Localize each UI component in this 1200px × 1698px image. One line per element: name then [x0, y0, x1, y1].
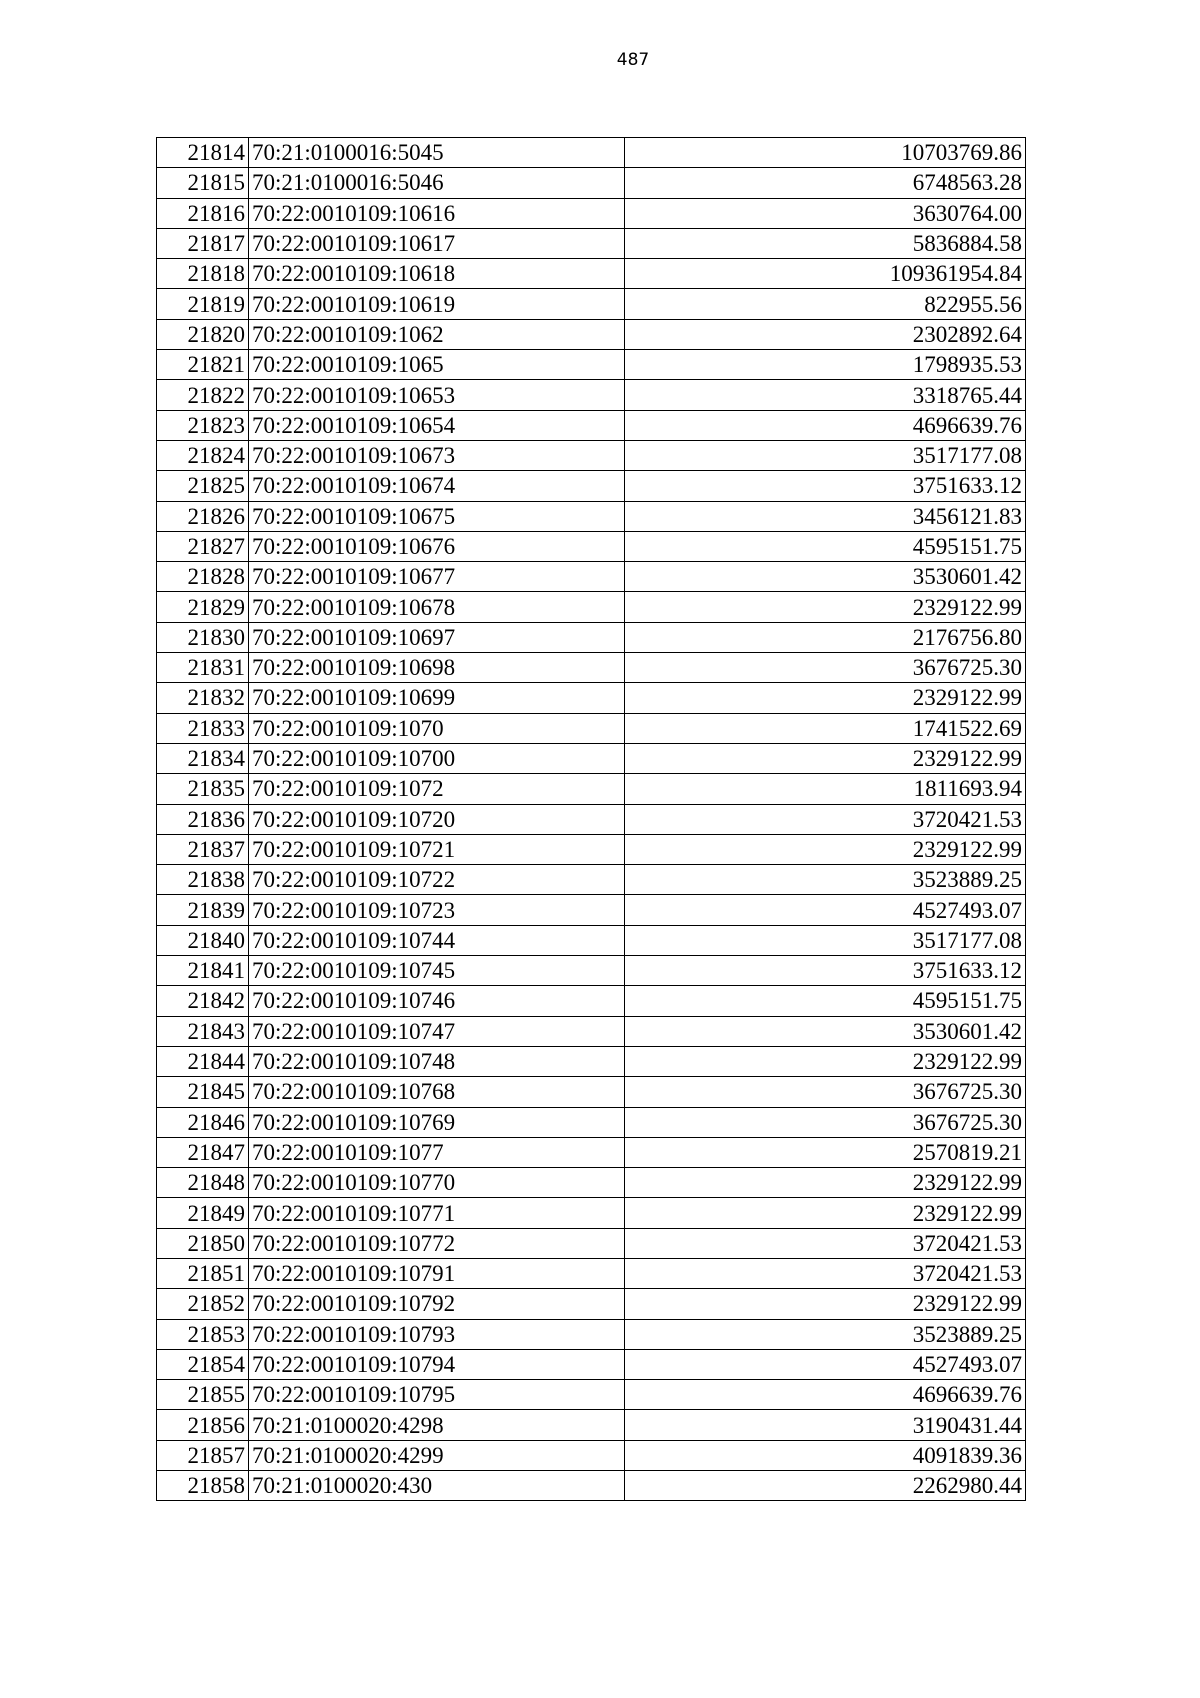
table-row — [157, 925, 1026, 955]
row-number-cell: 21853 — [157, 1319, 249, 1349]
row-number-cell: 21855 — [157, 1380, 249, 1410]
cadastral-number-cell: 70:22:0010109:10698 — [249, 653, 625, 683]
row-number-cell: 21848 — [157, 1168, 249, 1198]
table-row — [157, 743, 1026, 773]
row-number-cell: 21821 — [157, 350, 249, 380]
cadastral-value-cell: 3720421.53 — [625, 1228, 1026, 1258]
cadastral-value-cell: 1798935.53 — [625, 350, 1026, 380]
row-number-cell: 21840 — [157, 925, 249, 955]
table-row — [157, 1107, 1026, 1137]
cadastral-number-cell: 70:22:0010109:10793 — [249, 1319, 625, 1349]
cadastral-value-cell: 10703769.86 — [625, 138, 1026, 168]
cadastral-value-cell: 3630764.00 — [625, 198, 1026, 228]
table-row — [157, 653, 1026, 683]
table-row — [157, 1228, 1026, 1258]
table-row — [157, 1380, 1026, 1410]
row-number-cell: 21819 — [157, 289, 249, 319]
row-number-cell: 21858 — [157, 1471, 249, 1501]
row-number-cell: 21841 — [157, 956, 249, 986]
table-row — [157, 804, 1026, 834]
table-row — [157, 289, 1026, 319]
table-row — [157, 895, 1026, 925]
cadastral-value-cell: 4091839.36 — [625, 1440, 1026, 1470]
row-number-cell: 21832 — [157, 683, 249, 713]
row-number-cell: 21818 — [157, 259, 249, 289]
cadastral-value-cell: 3523889.25 — [625, 865, 1026, 895]
cadastral-number-cell: 70:22:0010109:10769 — [249, 1107, 625, 1137]
row-number-cell: 21856 — [157, 1410, 249, 1440]
table-row — [157, 1137, 1026, 1167]
row-number-cell: 21849 — [157, 1198, 249, 1228]
row-number-cell: 21834 — [157, 743, 249, 773]
cadastral-number-cell: 70:22:0010109:1062 — [249, 319, 625, 349]
row-number-cell: 21851 — [157, 1258, 249, 1288]
cadastral-number-cell: 70:22:0010109:10771 — [249, 1198, 625, 1228]
cadastral-number-cell: 70:22:0010109:10616 — [249, 198, 625, 228]
cadastral-value-cell: 3517177.08 — [625, 925, 1026, 955]
table-row — [157, 774, 1026, 804]
row-number-cell: 21842 — [157, 986, 249, 1016]
table-row — [157, 713, 1026, 743]
cadastral-value-cell: 2302892.64 — [625, 319, 1026, 349]
cadastral-number-cell: 70:21:0100020:4298 — [249, 1410, 625, 1440]
row-number-cell: 21816 — [157, 198, 249, 228]
cadastral-value-cell: 2329122.99 — [625, 1198, 1026, 1228]
cadastral-value-cell: 3720421.53 — [625, 1258, 1026, 1288]
cadastral-number-cell: 70:22:0010109:10795 — [249, 1380, 625, 1410]
table-row — [157, 1077, 1026, 1107]
row-number-cell: 21830 — [157, 622, 249, 652]
cadastral-number-cell: 70:22:0010109:10678 — [249, 592, 625, 622]
cadastral-value-cell: 2329122.99 — [625, 1168, 1026, 1198]
cadastral-number-cell: 70:22:0010109:10748 — [249, 1046, 625, 1076]
table-row — [157, 471, 1026, 501]
cadastral-number-cell: 70:22:0010109:10723 — [249, 895, 625, 925]
row-number-cell: 21846 — [157, 1107, 249, 1137]
cadastral-number-cell: 70:21:0100020:430 — [249, 1471, 625, 1501]
cadastral-value-cell: 4595151.75 — [625, 986, 1026, 1016]
table-row — [157, 865, 1026, 895]
table-row — [157, 1349, 1026, 1379]
cadastral-number-cell: 70:22:0010109:10675 — [249, 501, 625, 531]
cadastral-number-cell: 70:22:0010109:1072 — [249, 774, 625, 804]
row-number-cell: 21847 — [157, 1137, 249, 1167]
table-row — [157, 319, 1026, 349]
table-row — [157, 1471, 1026, 1501]
row-number-cell: 21843 — [157, 1016, 249, 1046]
table-row — [157, 350, 1026, 380]
row-number-cell: 21831 — [157, 653, 249, 683]
cadastral-number-cell: 70:22:0010109:10747 — [249, 1016, 625, 1046]
row-number-cell: 21857 — [157, 1440, 249, 1470]
cadastral-value-cell: 3751633.12 — [625, 471, 1026, 501]
cadastral-value-cell: 2570819.21 — [625, 1137, 1026, 1167]
cadastral-value-cell: 3676725.30 — [625, 1107, 1026, 1137]
cadastral-number-cell: 70:22:0010109:10654 — [249, 410, 625, 440]
cadastral-value-cell: 1811693.94 — [625, 774, 1026, 804]
cadastral-number-cell: 70:21:0100016:5045 — [249, 138, 625, 168]
cadastral-number-cell: 70:22:0010109:10791 — [249, 1258, 625, 1288]
cadastral-number-cell: 70:22:0010109:10676 — [249, 531, 625, 561]
table-row — [157, 168, 1026, 198]
cadastral-number-cell: 70:22:0010109:1065 — [249, 350, 625, 380]
row-number-cell: 21822 — [157, 380, 249, 410]
cadastral-number-cell: 70:22:0010109:10700 — [249, 743, 625, 773]
cadastral-value-cell: 2329122.99 — [625, 592, 1026, 622]
cadastral-number-cell: 70:22:0010109:10619 — [249, 289, 625, 319]
row-number-cell: 21850 — [157, 1228, 249, 1258]
cadastral-value-cell: 5836884.58 — [625, 228, 1026, 258]
cadastral-number-cell: 70:22:0010109:10697 — [249, 622, 625, 652]
table-row — [157, 380, 1026, 410]
row-number-cell: 21845 — [157, 1077, 249, 1107]
cadastral-value-cell: 3676725.30 — [625, 1077, 1026, 1107]
cadastral-number-cell: 70:22:0010109:1070 — [249, 713, 625, 743]
cadastral-number-cell: 70:22:0010109:10618 — [249, 259, 625, 289]
cadastral-value-cell: 2329122.99 — [625, 1046, 1026, 1076]
row-number-cell: 21838 — [157, 865, 249, 895]
row-number-cell: 21828 — [157, 562, 249, 592]
cadastral-value-cell: 6748563.28 — [625, 168, 1026, 198]
row-number-cell: 21827 — [157, 531, 249, 561]
table-row — [157, 834, 1026, 864]
cadastral-number-cell: 70:22:0010109:10720 — [249, 804, 625, 834]
cadastral-value-cell: 109361954.84 — [625, 259, 1026, 289]
table-row — [157, 592, 1026, 622]
cadastral-value-cell: 3318765.44 — [625, 380, 1026, 410]
cadastral-number-cell: 70:22:0010109:10745 — [249, 956, 625, 986]
cadastral-value-table — [156, 137, 1026, 1501]
page-number: 487 — [616, 50, 650, 70]
cadastral-value-cell: 3523889.25 — [625, 1319, 1026, 1349]
cadastral-value-cell: 3517177.08 — [625, 440, 1026, 470]
cadastral-number-cell: 70:22:0010109:10746 — [249, 986, 625, 1016]
cadastral-number-cell: 70:22:0010109:10722 — [249, 865, 625, 895]
cadastral-value-cell: 2329122.99 — [625, 683, 1026, 713]
cadastral-value-cell: 4527493.07 — [625, 1349, 1026, 1379]
cadastral-number-cell: 70:22:0010109:10772 — [249, 1228, 625, 1258]
table-row — [157, 1440, 1026, 1470]
table-row — [157, 956, 1026, 986]
cadastral-number-cell: 70:22:0010109:10677 — [249, 562, 625, 592]
cadastral-number-cell: 70:22:0010109:10653 — [249, 380, 625, 410]
row-number-cell: 21835 — [157, 774, 249, 804]
cadastral-number-cell: 70:22:0010109:10617 — [249, 228, 625, 258]
row-number-cell: 21825 — [157, 471, 249, 501]
row-number-cell: 21854 — [157, 1349, 249, 1379]
table-row — [157, 228, 1026, 258]
row-number-cell: 21824 — [157, 440, 249, 470]
cadastral-value-cell: 2329122.99 — [625, 834, 1026, 864]
cadastral-number-cell: 70:21:0100016:5046 — [249, 168, 625, 198]
table-row — [157, 1319, 1026, 1349]
cadastral-value-cell: 3676725.30 — [625, 653, 1026, 683]
cadastral-value-cell: 2329122.99 — [625, 743, 1026, 773]
row-number-cell: 21829 — [157, 592, 249, 622]
row-number-cell: 21826 — [157, 501, 249, 531]
row-number-cell: 21820 — [157, 319, 249, 349]
row-number-cell: 21852 — [157, 1289, 249, 1319]
row-number-cell: 21844 — [157, 1046, 249, 1076]
table-row — [157, 138, 1026, 168]
cadastral-number-cell: 70:22:0010109:10794 — [249, 1349, 625, 1379]
table-row — [157, 622, 1026, 652]
cadastral-value-cell: 3456121.83 — [625, 501, 1026, 531]
row-number-cell: 21836 — [157, 804, 249, 834]
table-row — [157, 1046, 1026, 1076]
cadastral-value-cell: 3751633.12 — [625, 956, 1026, 986]
cadastral-value-cell: 1741522.69 — [625, 713, 1026, 743]
table-row — [157, 531, 1026, 561]
row-number-cell: 21817 — [157, 228, 249, 258]
cadastral-value-cell: 2262980.44 — [625, 1471, 1026, 1501]
table-row — [157, 1168, 1026, 1198]
cadastral-value-cell: 4696639.76 — [625, 410, 1026, 440]
table-row — [157, 259, 1026, 289]
row-number-cell: 21814 — [157, 138, 249, 168]
table-row — [157, 198, 1026, 228]
cadastral-number-cell: 70:21:0100020:4299 — [249, 1440, 625, 1470]
table-row — [157, 410, 1026, 440]
cadastral-number-cell: 70:22:0010109:10721 — [249, 834, 625, 864]
table-row — [157, 1198, 1026, 1228]
cadastral-value-cell: 4527493.07 — [625, 895, 1026, 925]
cadastral-number-cell: 70:22:0010109:1077 — [249, 1137, 625, 1167]
row-number-cell: 21839 — [157, 895, 249, 925]
cadastral-number-cell: 70:22:0010109:10744 — [249, 925, 625, 955]
table-row — [157, 501, 1026, 531]
cadastral-number-cell: 70:22:0010109:10699 — [249, 683, 625, 713]
cadastral-number-cell: 70:22:0010109:10770 — [249, 1168, 625, 1198]
table-row — [157, 683, 1026, 713]
cadastral-value-cell: 3530601.42 — [625, 1016, 1026, 1046]
table-row — [157, 562, 1026, 592]
row-number-cell: 21815 — [157, 168, 249, 198]
row-number-cell: 21837 — [157, 834, 249, 864]
table-row — [157, 1016, 1026, 1046]
cadastral-value-cell: 2329122.99 — [625, 1289, 1026, 1319]
cadastral-number-cell: 70:22:0010109:10673 — [249, 440, 625, 470]
cadastral-value-cell: 4696639.76 — [625, 1380, 1026, 1410]
cadastral-value-cell: 4595151.75 — [625, 531, 1026, 561]
row-number-cell: 21833 — [157, 713, 249, 743]
cadastral-number-cell: 70:22:0010109:10768 — [249, 1077, 625, 1107]
row-number-cell: 21823 — [157, 410, 249, 440]
cadastral-value-cell: 3190431.44 — [625, 1410, 1026, 1440]
table-body — [157, 138, 1026, 1501]
cadastral-number-cell: 70:22:0010109:10792 — [249, 1289, 625, 1319]
cadastral-number-cell: 70:22:0010109:10674 — [249, 471, 625, 501]
table-row — [157, 986, 1026, 1016]
cadastral-value-cell: 3720421.53 — [625, 804, 1026, 834]
table-row — [157, 1258, 1026, 1288]
cadastral-value-cell: 822955.56 — [625, 289, 1026, 319]
table-row — [157, 440, 1026, 470]
table-row — [157, 1289, 1026, 1319]
cadastral-value-cell: 2176756.80 — [625, 622, 1026, 652]
table-row — [157, 1410, 1026, 1440]
cadastral-value-cell: 3530601.42 — [625, 562, 1026, 592]
